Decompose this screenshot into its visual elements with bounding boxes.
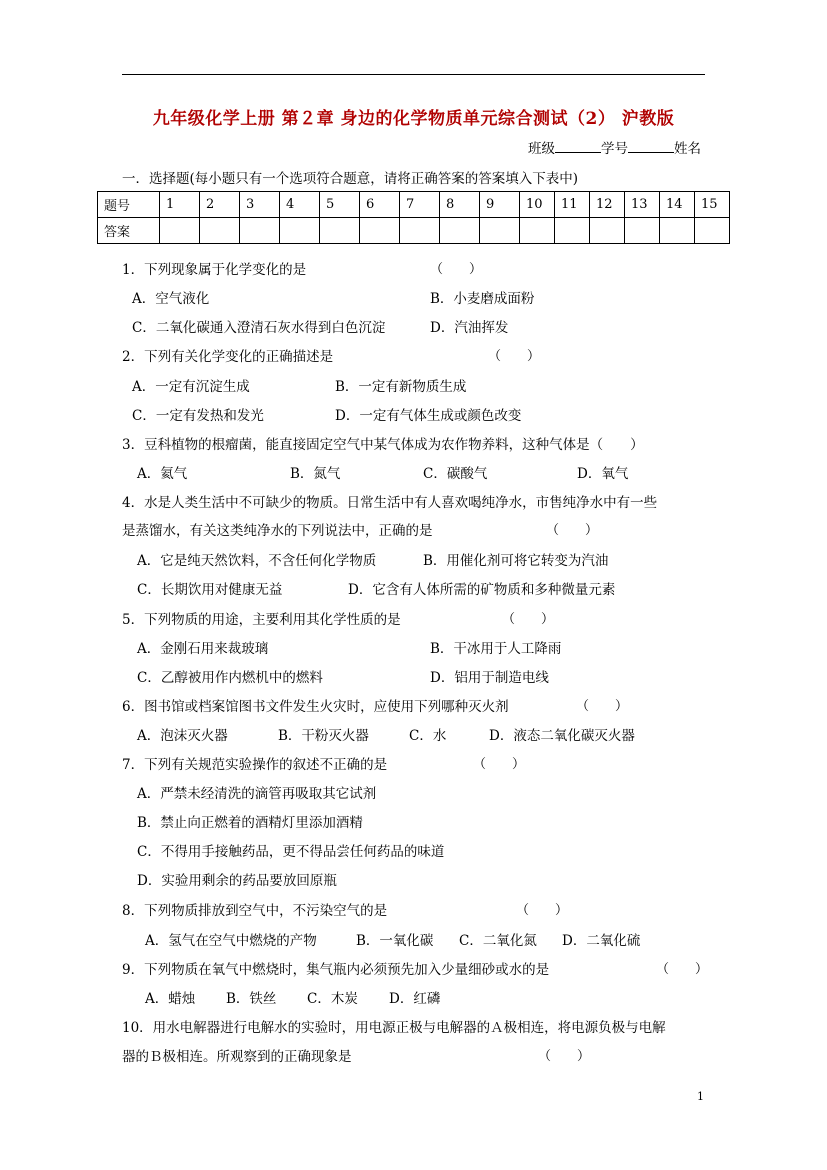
page-title: 九年级化学上册 第２章 身边的化学物质单元综合测试（2） 沪教版 — [152, 109, 675, 129]
answer-paren: （ ） — [576, 699, 629, 714]
table-cell: 2 — [200, 192, 240, 218]
section-heading: 一．选择题(每小题只有一个选项符合题意，请将正确答案的答案填入下表中) — [122, 171, 579, 187]
option-a: A．它是纯天然饮料，不含任何化学物质 — [137, 553, 377, 569]
option-b: B．禁止向正燃着的酒精灯里添加酒精 — [137, 815, 363, 831]
table-cell: 题号 — [98, 192, 160, 218]
option-a: A．泡沫灭火器 — [137, 728, 228, 744]
option-b: B．干粉灭火器 — [278, 728, 369, 744]
name-label: 姓名 — [674, 141, 701, 157]
class-label: 班级 — [528, 141, 555, 157]
table-row — [98, 218, 730, 244]
question-1-stem: 1．下列现象属于化学变化的是 — [122, 262, 307, 278]
answer-cell-10[interactable] — [520, 218, 555, 244]
option-a: A．氢气在空气中燃烧的产物 — [145, 933, 317, 949]
option-d: D．它含有人体所需的矿物质和多种微量元素 — [348, 582, 616, 598]
table-cell: 14 — [660, 192, 695, 218]
table-cell: 6 — [360, 192, 400, 218]
option-d: D．实验用剩余的药品要放回原瓶 — [137, 873, 337, 889]
option-d: D．氧气 — [577, 466, 629, 482]
question-3-stem: 3．豆科植物的根瘤菌，能直接固定空气中某气体成为农作物养料，这种气体是（ ） — [122, 437, 644, 453]
question-7-stem: 7．下列有关规范实验操作的叙述不正确的是 — [122, 757, 388, 773]
option-b: B．干冰用于人工降雨 — [430, 641, 562, 657]
question-8-stem: 8．下列物质排放到空气中，不污染空气的是 — [122, 903, 388, 919]
answer-cell-5[interactable] — [320, 218, 360, 244]
table-cell: 13 — [625, 192, 660, 218]
answer-paren: （ ） — [516, 903, 569, 918]
header-rule — [122, 74, 705, 75]
table-cell: 15 — [695, 192, 730, 218]
option-c: C．水 — [409, 728, 447, 744]
answer-cell-3[interactable] — [240, 218, 280, 244]
question-6-stem: 6．图书馆或档案馆图书文件发生火灾时，应使用下列哪种灭火剂 — [122, 699, 509, 715]
option-a: A．严禁未经清洗的滴管再吸取其它试剂 — [137, 786, 377, 802]
table-cell: 8 — [440, 192, 480, 218]
answer-paren: （ ） — [546, 523, 599, 538]
question-10-stem-cont: 器的Ｂ极相连。所观察到的正确现象是 — [122, 1049, 352, 1065]
number-blank — [628, 140, 674, 153]
answer-cell-9[interactable] — [480, 218, 520, 244]
answer-paren: （ ） — [656, 962, 709, 977]
answer-cell-6[interactable] — [360, 218, 400, 244]
option-b: B．氮气 — [290, 466, 341, 482]
table-cell: 10 — [520, 192, 555, 218]
option-c: C．碳酸气 — [423, 466, 488, 482]
table-cell: 1 — [160, 192, 200, 218]
option-a: A．氦气 — [137, 466, 188, 482]
table-cell: 4 — [280, 192, 320, 218]
option-d: D．一定有气体生成或颜色改变 — [335, 408, 522, 424]
option-c: C．二氧化碳通入澄清石灰水得到白色沉淀 — [132, 320, 386, 336]
option-b: B．小麦磨成面粉 — [430, 291, 535, 307]
question-9-stem: 9．下列物质在氧气中燃烧时，集气瓶内必须预先加入少量细砂或水的是 — [122, 962, 550, 978]
answer-cell-13[interactable] — [625, 218, 660, 244]
answer-cell-11[interactable] — [555, 218, 590, 244]
answer-cell-7[interactable] — [400, 218, 440, 244]
table-cell: 5 — [320, 192, 360, 218]
answer-paren: （ ） — [538, 1049, 591, 1064]
option-b: B．一氧化碳 — [356, 933, 434, 949]
page-number: 1 — [697, 1090, 704, 1103]
student-info — [528, 137, 701, 157]
option-a: A．空气液化 — [132, 291, 210, 307]
answer-paren: （ ） — [502, 612, 555, 627]
answer-cell-8[interactable] — [440, 218, 480, 244]
answer-cell-14[interactable] — [660, 218, 695, 244]
question-10-stem: 10．用水电解器进行电解水的实验时，用电源正极与电解器的Ａ极相连，将电源负极与电解 — [122, 1020, 666, 1036]
number-label: 学号 — [601, 141, 628, 157]
option-d: D．二氧化硫 — [562, 933, 641, 949]
option-b: B．铁丝 — [226, 991, 277, 1007]
question-5-stem: 5．下列物质的用途，主要利用其化学性质的是 — [122, 612, 401, 628]
answer-paren: （ ） — [430, 262, 483, 277]
option-b: B．用催化剂可将它转变为汽油 — [423, 553, 609, 569]
answer-table — [97, 191, 730, 244]
table-row — [98, 192, 730, 218]
option-c: C．一定有发热和发光 — [132, 408, 264, 424]
table-cell: 9 — [480, 192, 520, 218]
option-a: A．一定有沉淀生成 — [132, 379, 250, 395]
answer-cell-2[interactable] — [200, 218, 240, 244]
table-cell: 答案 — [98, 218, 160, 244]
option-d: D．红磷 — [389, 991, 441, 1007]
option-d: D．铝用于制造电线 — [430, 670, 549, 686]
answer-paren: （ ） — [473, 757, 526, 772]
table-cell: 7 — [400, 192, 440, 218]
option-c: C．乙醇被用作内燃机中的燃料 — [137, 670, 323, 686]
table-cell: 3 — [240, 192, 280, 218]
option-d: D．液态二氧化碳灭火器 — [489, 728, 635, 744]
option-c: C．木炭 — [307, 991, 358, 1007]
question-4-stem: 4．水是人类生活中不可缺少的物质。日常生活中有人喜欢喝纯净水，市售纯净水中有一些 — [122, 495, 658, 511]
class-blank — [555, 140, 601, 153]
answer-cell-4[interactable] — [280, 218, 320, 244]
option-c: C．不得用手接触药品，更不得品尝任何药品的味道 — [137, 844, 445, 860]
option-d: D．汽油挥发 — [430, 320, 509, 336]
answer-paren: （ ） — [488, 349, 541, 364]
option-a: A．蜡烛 — [145, 991, 196, 1007]
table-cell: 11 — [555, 192, 590, 218]
question-2-stem: 2．下列有关化学变化的正确描述是 — [122, 349, 334, 365]
option-c: C．长期饮用对健康无益 — [137, 582, 283, 598]
question-4-stem-cont: 是蒸馏水，有关这类纯净水的下列说法中，正确的是 — [122, 523, 433, 539]
option-b: B．一定有新物质生成 — [335, 379, 467, 395]
answer-cell-1[interactable] — [160, 218, 200, 244]
answer-cell-15[interactable] — [695, 218, 730, 244]
table-cell: 12 — [590, 192, 625, 218]
answer-cell-12[interactable] — [590, 218, 625, 244]
option-a: A．金刚石用来裁玻璃 — [137, 641, 269, 657]
option-c: C．二氧化氮 — [459, 933, 537, 949]
